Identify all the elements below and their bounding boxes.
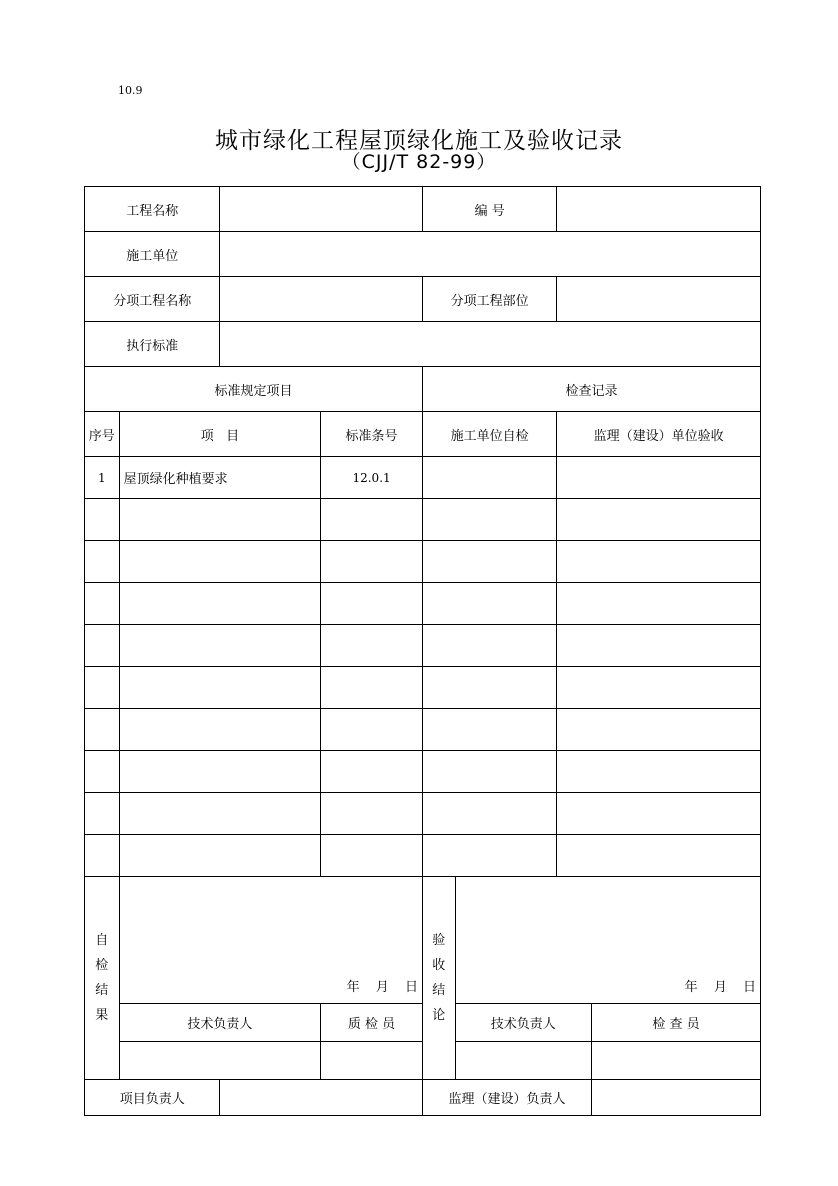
row-seq[interactable]: [85, 541, 120, 583]
acceptance-date: [673, 976, 760, 995]
table-row: [85, 751, 761, 793]
row-self-check-field[interactable]: [422, 583, 556, 625]
row-supervision-field[interactable]: [557, 541, 761, 583]
form-code: 10.9: [118, 84, 143, 97]
header-row-sub-project: [85, 277, 761, 322]
row-self-check-field[interactable]: [422, 793, 556, 835]
row-self-check-field[interactable]: [422, 499, 556, 541]
table-row: [85, 625, 761, 667]
row-supervision-field[interactable]: [557, 457, 761, 499]
project-lead-label: 项目负责人: [85, 1080, 220, 1116]
table-row: [85, 667, 761, 709]
date-year-label: 年: [684, 980, 698, 995]
acceptance-label-char: 验: [432, 933, 446, 948]
row-self-check-field[interactable]: [422, 709, 556, 751]
row-clause[interactable]: [321, 751, 423, 793]
acceptance-conclusion-field[interactable]: [455, 877, 761, 1004]
self-check-label-char: 结: [95, 983, 109, 998]
project-name-label: 工程名称: [85, 187, 220, 232]
number-label: 编 号: [422, 187, 556, 232]
row-seq[interactable]: [85, 499, 120, 541]
self-check-tech-lead-label: 技术负责人: [119, 1004, 321, 1042]
quality-inspector-label: 质 检 员: [321, 1004, 423, 1042]
row-clause: 12.0.1: [321, 457, 423, 499]
acceptance-label-char: 收: [432, 958, 446, 973]
standard-items-heading: 标准规定项目: [85, 367, 423, 412]
row-item[interactable]: [119, 625, 321, 667]
quality-inspector-signature[interactable]: [321, 1042, 423, 1080]
self-check-label-char: 自: [95, 933, 109, 948]
row-clause[interactable]: [321, 835, 423, 877]
col-clause-header: 标准条号: [321, 412, 423, 457]
sub-project-name-label: 分项工程名称: [85, 277, 220, 322]
supervisor-lead-label: 监理（建设）负责人: [422, 1080, 591, 1116]
row-supervision-field[interactable]: [557, 793, 761, 835]
acceptance-label-char: 论: [432, 1008, 446, 1023]
col-supervision-header: 监理（建设）单位验收: [557, 412, 761, 457]
row-self-check-field[interactable]: [422, 457, 556, 499]
inspection-record-heading: 检查记录: [422, 367, 760, 412]
row-item[interactable]: [119, 583, 321, 625]
row-supervision-field[interactable]: [557, 667, 761, 709]
row-item: 屋顶绿化种植要求: [119, 457, 321, 499]
project-lead-field[interactable]: [220, 1080, 423, 1116]
acceptance-tech-lead-label: 技术负责人: [455, 1004, 591, 1042]
table-row: [85, 709, 761, 751]
number-field[interactable]: [557, 187, 761, 232]
sub-project-part-field[interactable]: [557, 277, 761, 322]
row-item[interactable]: [119, 835, 321, 877]
row-seq[interactable]: [85, 835, 120, 877]
row-supervision-field[interactable]: [557, 583, 761, 625]
form-title: 城市绿化工程屋顶绿化施工及验收记录: [215, 128, 623, 154]
row-seq[interactable]: [85, 709, 120, 751]
row-seq[interactable]: [85, 583, 120, 625]
row-self-check-field[interactable]: [422, 835, 556, 877]
date-day-label: 日: [742, 980, 756, 995]
inspector-signature[interactable]: [591, 1042, 760, 1080]
sub-project-part-label: 分项工程部位: [422, 277, 556, 322]
row-self-check-field[interactable]: [422, 625, 556, 667]
row-clause[interactable]: [321, 667, 423, 709]
row-seq[interactable]: [85, 667, 120, 709]
conclusion-row: [85, 877, 761, 1004]
row-clause[interactable]: [321, 793, 423, 835]
date-month-label: 月: [375, 980, 389, 995]
sub-project-name-field[interactable]: [220, 277, 423, 322]
header-row-project-name: [85, 187, 761, 232]
row-supervision-field[interactable]: [557, 709, 761, 751]
self-check-conclusion-field[interactable]: [119, 877, 422, 1004]
row-clause[interactable]: [321, 709, 423, 751]
row-clause[interactable]: [321, 541, 423, 583]
row-item[interactable]: [119, 709, 321, 751]
standard-field[interactable]: [220, 322, 761, 367]
table-row: [85, 541, 761, 583]
table-row: [85, 793, 761, 835]
header-row-standard: [85, 322, 761, 367]
row-item[interactable]: [119, 541, 321, 583]
date-year-label: 年: [346, 980, 360, 995]
row-seq[interactable]: [85, 751, 120, 793]
row-self-check-field[interactable]: [422, 751, 556, 793]
row-self-check-field[interactable]: [422, 667, 556, 709]
column-header-row: [85, 412, 761, 457]
project-name-field[interactable]: [220, 187, 423, 232]
inspector-label: 检 查 员: [591, 1004, 760, 1042]
self-check-label-char: 检: [95, 958, 109, 973]
row-clause[interactable]: [321, 625, 423, 667]
row-seq: 1: [85, 457, 120, 499]
row-item[interactable]: [119, 499, 321, 541]
row-item[interactable]: [119, 793, 321, 835]
row-supervision-field[interactable]: [557, 625, 761, 667]
standard-label: 执行标准: [85, 322, 220, 367]
row-supervision-field[interactable]: [557, 751, 761, 793]
self-check-label-char: 果: [95, 1008, 109, 1023]
construction-unit-field[interactable]: [220, 232, 761, 277]
supervisor-lead-field[interactable]: [591, 1080, 760, 1116]
self-check-date: [335, 976, 422, 995]
date-month-label: 月: [713, 980, 727, 995]
row-supervision-field[interactable]: [557, 835, 761, 877]
table-row: [85, 499, 761, 541]
acceptance-tech-lead-signature[interactable]: [455, 1042, 591, 1080]
construction-unit-label: 施工单位: [85, 232, 220, 277]
self-check-tech-lead-signature[interactable]: [119, 1042, 321, 1080]
section-header-row: [85, 367, 761, 412]
date-day-label: 日: [404, 980, 418, 995]
row-self-check-field[interactable]: [422, 541, 556, 583]
row-clause[interactable]: [321, 583, 423, 625]
row-seq[interactable]: [85, 793, 120, 835]
col-item-header: 项 目: [119, 412, 321, 457]
footer-row: [85, 1080, 761, 1116]
table-row: [85, 583, 761, 625]
form-standard-code: （CJJ/T 82-99）: [341, 151, 497, 173]
row-supervision-field[interactable]: [557, 499, 761, 541]
inspection-record-table: [84, 186, 761, 1116]
header-row-construction-unit: [85, 232, 761, 277]
self-check-conclusion-label: [85, 877, 120, 1080]
col-self-check-header: 施工单位自检: [422, 412, 556, 457]
row-item[interactable]: [119, 667, 321, 709]
col-seq-header: 序号: [85, 412, 120, 457]
acceptance-label-char: 结: [432, 983, 446, 998]
row-clause[interactable]: [321, 499, 423, 541]
table-row: [85, 835, 761, 877]
row-seq[interactable]: [85, 625, 120, 667]
table-row: [85, 457, 761, 499]
acceptance-conclusion-label: [422, 877, 455, 1080]
row-item[interactable]: [119, 751, 321, 793]
